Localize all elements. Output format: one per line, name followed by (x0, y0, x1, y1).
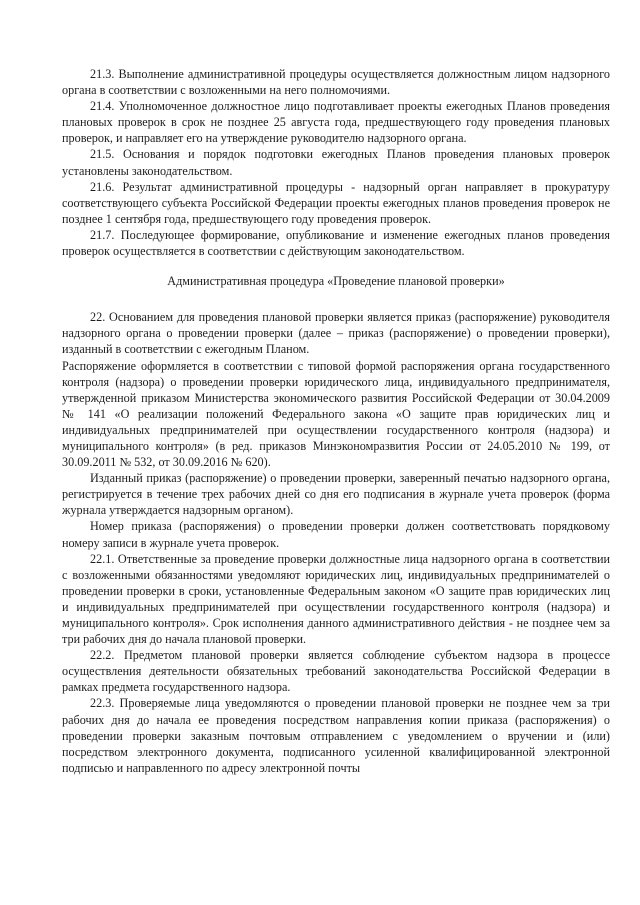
paragraph-order-registration: Изданный приказ (распоряжение) о проведении проверки, заверенный печатью надзорного органа, регистрируется в течение трех рабочих дней со дня его подписания в журнале учета проверок (форма журнала утверждается надзорным органом). (62, 471, 610, 518)
document-body (62, 66, 610, 776)
paragraph-22-order-form: Распоряжение оформляется в соответствии с типовой формой распоряжения органа государственного контроля (надзора) о проведении проверки юридического лица, индивидуального предпринимателя, утвержденной приказом Министерства экономического развития Российской Федерации от 30.04.2009 № 141 «О реализации положений Федерального закона «О защите прав юридических лиц и индивидуальных предпринимателей при осуществлении государственного контроля (надзора) и муниципального контроля» (в ред. приказов Минэкономразвития России от 24.05.2010 № 199, от 30.09.2011 № 532, от 30.09.2016 № 620). (62, 358, 610, 470)
section-heading: Административная процедура «Проведение плановой проверки» (167, 274, 505, 289)
paragraph-22-3: 22.3. Проверяемые лица уведомляются о проведении плановой проверки не позднее чем за три рабочих дня до начала ее проведения посредством направления копии приказа (распоряжения) о проведении проверки заказным почтовым отправлением с уведомлением о вручении и (или) посредством электронного документа, подписанного усиленной квалифицированной электронной подписью и направленного по адресу электронной почты (62, 696, 610, 775)
paragraph-21-3: 21.3. Выполнение административной процедуры осуществляется должностным лицом надзорного органа в соответствии с возложенными на него полномочиями. (62, 67, 610, 98)
paragraph-22: 22. Основанием для проведения плановой проверки является приказ (распоряжение) руководителя надзорного органа о проведении проверки (далее – приказ (распоряжение) о проведении проверки), изданный в соответствии с ежегодным Планом. (62, 310, 610, 357)
paragraph-21-7: 21.7. Последующее формирование, опубликование и изменение ежегодных планов проведения проверок осуществляется в соответствии с действующим законодательством. (62, 227, 610, 259)
paragraph-22-1: 22.1. Ответственные за проведение проверки должностные лица надзорного органа в соответствии с возложенными обязанностями уведомляют юридических лиц, индивидуальных предпринимателей о проведении проверки в сроки, установленные Федеральным законом «О защите прав юридических лиц и индивидуальных предпринимателей при осуществлении государственного контроля (надзора) и муниципального контроля». Срок исполнения данного административного действия - не позднее чем за три рабочих дня до начала плановой проверки. (62, 551, 610, 647)
paragraph-22-2: 22.2. Предметом плановой проверки является соблюдение субъектом надзора в процессе осуществления деятельности обязательных требований законодательства Российской Федерации в рамках предмета государственного надзора. (62, 648, 610, 695)
paragraph-21-4: 21.4. Уполномоченное должностное лицо подготавливает проекты ежегодных Планов проведения плановых проверок в срок не позднее 25 августа года, предшествующего году проведения плановых проверок, и направляет его на утверждение руководителю надзорного органа. (62, 99, 610, 146)
paragraph-order-number: Номер приказа (распоряжения) о проведении проверки должен соответствовать порядковому номеру записи в журнале учета проверок. (62, 519, 610, 550)
paragraph-21-5: 21.5. Основания и порядок подготовки ежегодных Планов проведения плановых проверок установлены законодательством. (62, 147, 610, 178)
paragraph-21-6: 21.6. Результат административной процедуры - надзорный орган направляет в прокуратуру соответствующего субъекта Российской Федерации проекты ежегодных планов проведения проверок не позднее 1 сентября года, предшествующего году проведения проверок. (62, 179, 610, 226)
